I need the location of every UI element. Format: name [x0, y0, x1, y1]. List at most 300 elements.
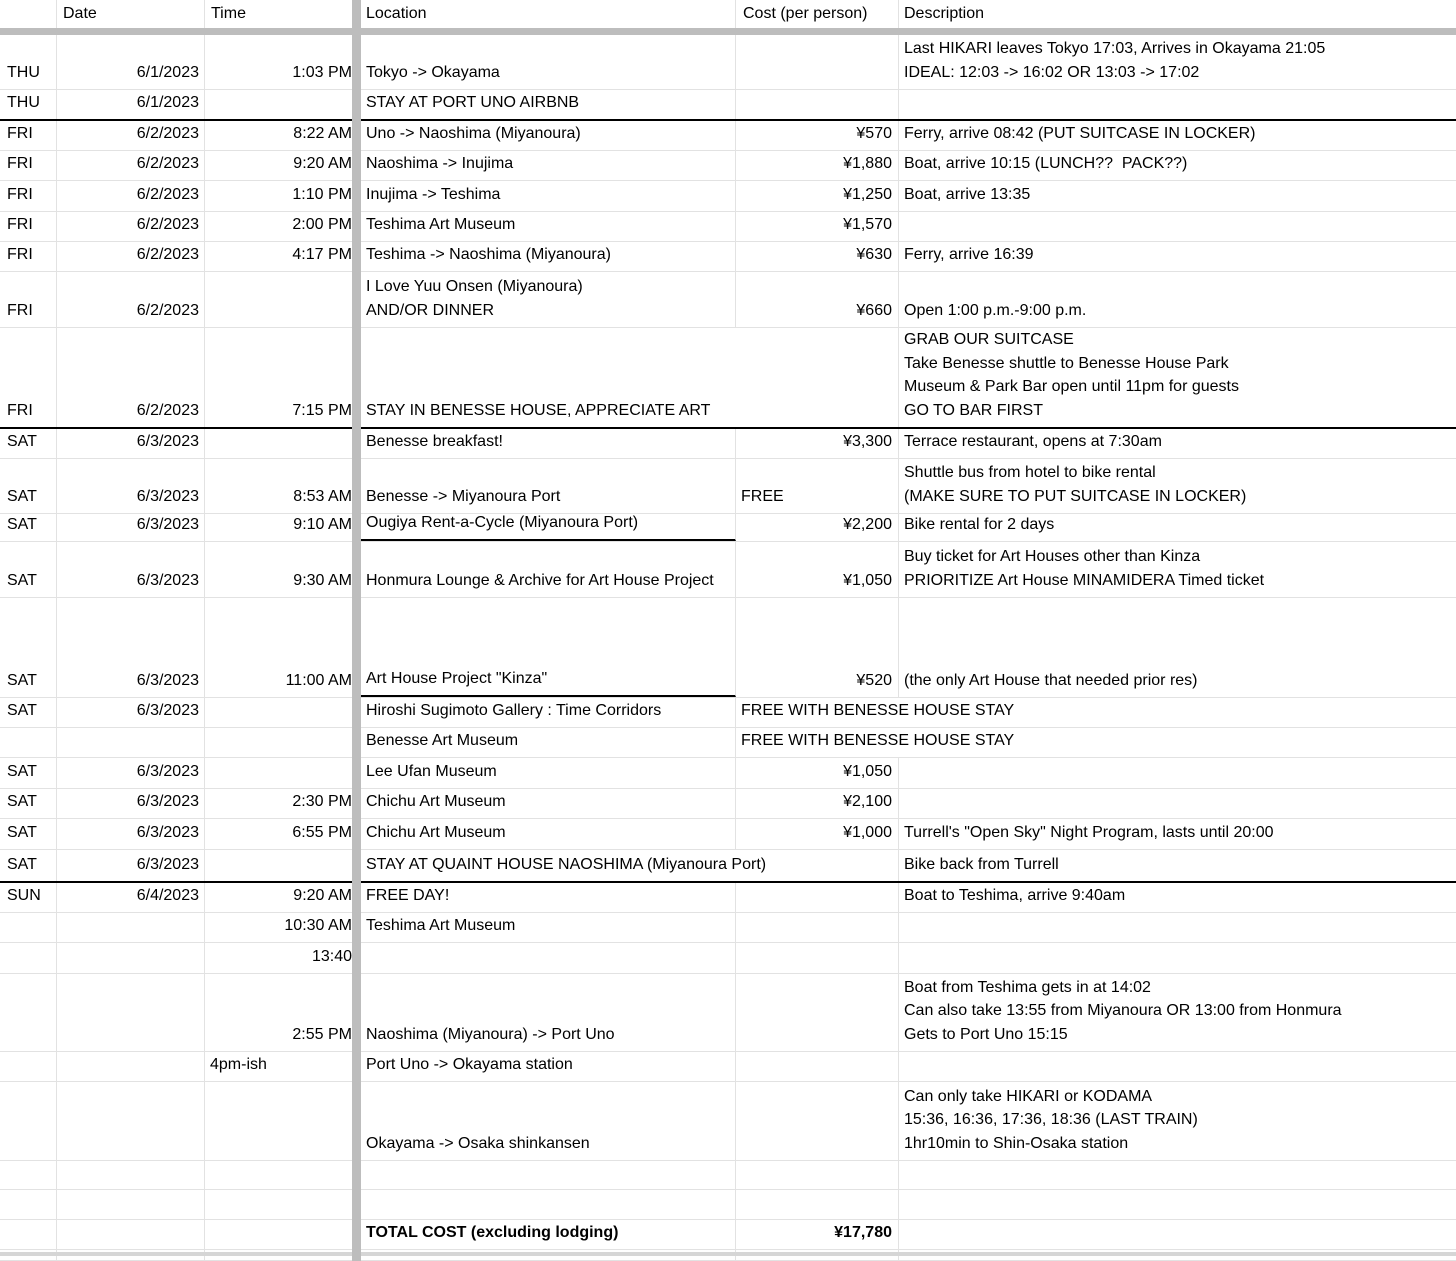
- cell-day-text: THU: [7, 63, 40, 81]
- cell-location[interactable]: [361, 121, 736, 150]
- cell-description[interactable]: [899, 1052, 1456, 1081]
- table-row: [0, 1220, 1456, 1250]
- cell-cost[interactable]: [736, 974, 899, 1051]
- cell-time-text: 9:20 AM: [293, 886, 352, 904]
- cell-day[interactable]: [0, 819, 57, 849]
- cell-cost[interactable]: [736, 328, 899, 427]
- cell-cost-text: ¥1,570: [843, 215, 892, 233]
- cell-time-text: 1:03 PM: [292, 63, 352, 81]
- cell-description[interactable]: [899, 728, 1456, 757]
- cell-description-text: Museum & Park Bar open until 11pm for guests: [904, 378, 1239, 395]
- cell-date[interactable]: [57, 943, 205, 973]
- cell-date[interactable]: [57, 913, 205, 942]
- cell-time[interactable]: [205, 728, 361, 757]
- cell-description[interactable]: [899, 974, 1456, 1051]
- cell-day[interactable]: [0, 1161, 57, 1189]
- bottom-row-divider: [0, 1252, 1456, 1256]
- cell-date[interactable]: [57, 514, 205, 541]
- cell-description[interactable]: [899, 328, 1456, 427]
- cell-location[interactable]: [361, 789, 736, 818]
- cell-location-text: FREE DAY!: [366, 886, 450, 904]
- cell-description[interactable]: [899, 1161, 1456, 1189]
- cell-date[interactable]: [57, 698, 205, 727]
- cell-time[interactable]: [205, 35, 361, 89]
- cell-cost[interactable]: [736, 698, 1015, 727]
- header-description[interactable]: Description: [904, 4, 985, 22]
- cell-description-text: Shuttle bus from hotel to bike rental: [904, 464, 1156, 481]
- cell-time-text: 9:20 AM: [293, 154, 352, 172]
- cell-location-text: STAY IN BENESSE HOUSE, APPRECIATE ART: [366, 401, 711, 419]
- table-row: [0, 212, 1456, 242]
- cell-day[interactable]: [0, 850, 57, 881]
- cell-date-text: 6/2/2023: [136, 185, 199, 203]
- cell-description[interactable]: [899, 151, 1456, 180]
- frozen-column-divider[interactable]: [352, 0, 361, 1261]
- cell-time-text: 6:55 PM: [292, 823, 352, 841]
- cell-date[interactable]: [57, 758, 205, 788]
- cell-day[interactable]: [0, 212, 57, 241]
- cell-day[interactable]: [0, 242, 57, 271]
- cell-location[interactable]: [361, 698, 736, 727]
- cell-description-text: Boat, arrive 13:35: [904, 185, 1031, 203]
- cell-cost-text: ¥660: [856, 301, 892, 319]
- cell-date[interactable]: [57, 728, 205, 757]
- table-row: [0, 913, 1456, 943]
- cell-day-text: SAT: [7, 855, 37, 873]
- cell-date[interactable]: [57, 429, 205, 458]
- cell-description-text: Buy ticket for Art Houses other than Kinza: [904, 548, 1201, 565]
- cell-day[interactable]: [0, 181, 57, 211]
- cell-location[interactable]: [361, 542, 736, 597]
- cell-description-text: GRAB OUR SUITCASE: [904, 331, 1074, 348]
- cell-cost[interactable]: [736, 151, 899, 180]
- cell-description[interactable]: [899, 272, 1456, 327]
- cell-location[interactable]: [361, 90, 736, 119]
- table-row: [0, 758, 1456, 789]
- cell-date-text: 6/2/2023: [136, 124, 199, 142]
- cell-location[interactable]: [361, 459, 736, 513]
- cell-date[interactable]: [57, 328, 205, 427]
- cell-cost-text: ¥2,100: [843, 792, 892, 810]
- cell-date[interactable]: [57, 883, 205, 912]
- cell-description-text: Open 1:00 p.m.-9:00 p.m.: [904, 301, 1087, 319]
- cell-description-text: Bike back from Turrell: [904, 855, 1059, 873]
- cell-location[interactable]: [361, 242, 736, 271]
- cell-date-text: 6/2/2023: [136, 401, 199, 419]
- cell-date[interactable]: [57, 789, 205, 818]
- cell-date-text: 6/3/2023: [136, 571, 199, 589]
- cell-day-text: SAT: [7, 515, 37, 533]
- cell-time[interactable]: [205, 459, 361, 513]
- cell-time[interactable]: [205, 242, 361, 271]
- table-row: [0, 459, 1456, 514]
- cell-cost[interactable]: [736, 883, 899, 912]
- cell-location-text: Hiroshi Sugimoto Gallery : Time Corridors: [366, 701, 662, 719]
- cell-location[interactable]: [361, 429, 736, 458]
- cell-day[interactable]: [0, 151, 57, 180]
- table-row: [0, 598, 1456, 698]
- cell-time[interactable]: [205, 514, 361, 541]
- cell-description[interactable]: [899, 789, 1456, 818]
- table-row: [0, 883, 1456, 913]
- cell-day[interactable]: [0, 698, 57, 727]
- cell-time-text: 2:00 PM: [292, 215, 352, 233]
- cell-date[interactable]: [57, 1161, 205, 1189]
- cell-day[interactable]: [0, 1082, 57, 1160]
- cell-location[interactable]: [361, 181, 736, 211]
- cell-day[interactable]: [0, 429, 57, 458]
- cell-cost-text: FREE: [741, 487, 784, 505]
- cell-day-text: FRI: [7, 124, 33, 142]
- cell-location[interactable]: [361, 728, 736, 757]
- cell-description-text: Ferry, arrive 16:39: [904, 245, 1034, 263]
- cell-time-text: 8:53 AM: [293, 487, 352, 505]
- cell-location-text: Port Uno -> Okayama station: [366, 1055, 573, 1073]
- cell-cost-text: ¥1,050: [843, 762, 892, 780]
- header-day[interactable]: [0, 0, 57, 28]
- cell-cost-text: ¥1,050: [843, 571, 892, 589]
- cell-cost[interactable]: [736, 850, 899, 881]
- cell-time[interactable]: [205, 943, 361, 973]
- cell-day-text: SAT: [7, 671, 37, 689]
- cell-location-text: Tokyo -> Okayama: [366, 63, 500, 81]
- cell-day-text: THU: [7, 93, 40, 111]
- cell-description[interactable]: [899, 1190, 1456, 1219]
- cell-day[interactable]: [0, 542, 57, 597]
- cell-location[interactable]: [361, 883, 736, 912]
- cell-location[interactable]: [361, 1082, 736, 1160]
- cell-location-text: Teshima Art Museum: [366, 916, 516, 934]
- cell-cost[interactable]: [736, 1052, 899, 1081]
- cell-description-text: (the only Art House that needed prior res): [904, 671, 1198, 689]
- cell-description-text: Boat to Teshima, arrive 9:40am: [904, 886, 1126, 904]
- cell-date[interactable]: [57, 598, 205, 697]
- cell-time[interactable]: [205, 1052, 361, 1081]
- table-row: [0, 429, 1456, 459]
- cell-day[interactable]: [0, 913, 57, 942]
- cell-description[interactable]: [899, 913, 1456, 942]
- cell-cost[interactable]: [736, 272, 899, 327]
- table-row: [0, 698, 1456, 728]
- cell-description[interactable]: [899, 850, 1456, 881]
- cell-location-text: Teshima -> Naoshima (Miyanoura): [366, 245, 611, 263]
- cell-time[interactable]: [205, 151, 361, 180]
- cell-description[interactable]: [899, 242, 1456, 271]
- cell-day-text: SAT: [7, 571, 37, 589]
- cell-time[interactable]: [205, 974, 361, 1051]
- cell-description[interactable]: [899, 181, 1456, 211]
- cell-description-text: Boat from Teshima gets in at 14:02: [904, 978, 1151, 996]
- cell-time[interactable]: [205, 789, 361, 818]
- cell-time-text: 4pm-ish: [210, 1055, 267, 1073]
- table-row: [0, 542, 1456, 598]
- cell-cost[interactable]: [736, 789, 899, 818]
- cell-date-text: 6/3/2023: [136, 432, 199, 450]
- cell-cost[interactable]: [736, 121, 899, 150]
- cell-location[interactable]: [361, 758, 736, 788]
- cell-time[interactable]: [205, 819, 361, 849]
- cell-date[interactable]: [57, 819, 205, 849]
- header-cost[interactable]: Cost (per person): [736, 0, 899, 28]
- cell-day[interactable]: [0, 758, 57, 788]
- cell-cost-text: ¥2,200: [843, 515, 892, 533]
- cell-cost[interactable]: [736, 181, 899, 211]
- table-row: [0, 121, 1456, 151]
- cell-description[interactable]: [899, 819, 1456, 849]
- cell-time[interactable]: [205, 272, 361, 327]
- cell-location-text: Inujima -> Teshima: [366, 185, 501, 203]
- cell-cost[interactable]: [736, 1161, 899, 1189]
- cell-location[interactable]: [361, 1052, 736, 1081]
- cell-date[interactable]: [57, 90, 205, 119]
- cell-time-text: 11:00 AM: [285, 671, 352, 689]
- table-row: [0, 272, 1456, 328]
- cell-location-text: Benesse -> Miyanoura Port: [366, 487, 561, 505]
- cell-date-text: 6/3/2023: [136, 762, 199, 780]
- cell-time-text: 2:55 PM: [292, 1025, 352, 1043]
- cell-location[interactable]: [361, 1220, 736, 1249]
- cell-time-text: 8:22 AM: [293, 124, 352, 142]
- cell-day[interactable]: [0, 1220, 57, 1249]
- table-row: [0, 974, 1456, 1052]
- cell-day[interactable]: [0, 974, 57, 1051]
- cell-date[interactable]: [57, 1220, 205, 1249]
- cell-date-text: 6/2/2023: [136, 215, 199, 233]
- cell-day[interactable]: [0, 728, 57, 757]
- cell-time[interactable]: [205, 758, 361, 788]
- cell-location[interactable]: [361, 943, 736, 973]
- cell-time[interactable]: [205, 850, 361, 881]
- cell-cost-text: ¥630: [856, 245, 892, 263]
- cell-cost-text: ¥1,880: [843, 154, 892, 172]
- cell-day-text: SAT: [7, 792, 37, 810]
- cell-location-text: STAY AT PORT UNO AIRBNB: [366, 93, 580, 111]
- cell-time[interactable]: [205, 1190, 361, 1219]
- cell-description[interactable]: [899, 459, 1456, 513]
- cell-time-text: 2:30 PM: [292, 792, 352, 810]
- cell-location[interactable]: [361, 328, 736, 427]
- cell-date[interactable]: [57, 242, 205, 271]
- cell-time[interactable]: [205, 698, 361, 727]
- cell-day-text: SAT: [7, 701, 37, 719]
- cell-cost[interactable]: [736, 598, 899, 697]
- cell-day[interactable]: [0, 598, 57, 697]
- column-header-row: [0, 0, 1456, 28]
- cell-cost[interactable]: [736, 514, 899, 541]
- cell-location[interactable]: [361, 913, 736, 942]
- cell-day-text: SAT: [7, 823, 37, 841]
- cell-day[interactable]: [0, 459, 57, 513]
- cell-location-text: Benesse breakfast!: [366, 432, 503, 450]
- cell-location-text: Honmura Lounge & Archive for Art House Project: [366, 571, 714, 589]
- cell-description[interactable]: [899, 1220, 1456, 1249]
- header-time[interactable]: Time: [211, 4, 246, 22]
- cell-description[interactable]: [899, 514, 1456, 541]
- cell-cost[interactable]: [736, 35, 899, 89]
- cell-day-text: FRI: [7, 401, 33, 419]
- cell-time[interactable]: [205, 883, 361, 912]
- cell-day[interactable]: [0, 272, 57, 327]
- cell-location-text: Art House Project "Kinza": [366, 669, 548, 687]
- cell-description-text: Can only take HIKARI or KODAMA: [904, 1087, 1153, 1105]
- cell-cost[interactable]: [736, 728, 1015, 757]
- cell-description[interactable]: [899, 90, 1456, 119]
- header-date[interactable]: Date: [57, 0, 205, 28]
- cell-description-text: Gets to Port Uno 15:15: [904, 1025, 1068, 1043]
- cell-location-text: Lee Ufan Museum: [366, 762, 497, 780]
- cell-date[interactable]: [57, 850, 205, 881]
- cell-time[interactable]: [205, 429, 361, 458]
- cell-day[interactable]: [0, 514, 57, 541]
- header-location[interactable]: Location: [361, 0, 736, 28]
- cell-location[interactable]: [361, 514, 736, 541]
- cell-time-text: 1:10 PM: [292, 185, 352, 203]
- table-body: [0, 35, 1456, 1261]
- cell-time[interactable]: [205, 1161, 361, 1189]
- cell-location-text: STAY AT QUAINT HOUSE NAOSHIMA (Miyanoura Port): [366, 855, 767, 873]
- cell-day[interactable]: [0, 1190, 57, 1219]
- cell-day-text: FRI: [7, 301, 33, 319]
- cell-cost-text: ¥17,780: [834, 1223, 892, 1241]
- cell-time[interactable]: [205, 121, 361, 150]
- cell-time[interactable]: [205, 328, 361, 427]
- cell-date[interactable]: [57, 212, 205, 241]
- cell-date-text: 6/3/2023: [136, 792, 199, 810]
- cell-time[interactable]: [205, 598, 361, 697]
- cell-cost[interactable]: [736, 943, 899, 973]
- cell-cost[interactable]: [736, 1220, 899, 1249]
- cell-time-text: 13:40: [311, 947, 352, 965]
- cell-cost[interactable]: [736, 913, 899, 942]
- cell-cost[interactable]: [736, 819, 899, 849]
- cell-date-text: 6/3/2023: [136, 823, 199, 841]
- cell-cost[interactable]: [736, 90, 899, 119]
- cell-location[interactable]: [361, 850, 767, 881]
- cell-description[interactable]: [899, 429, 1456, 458]
- cell-description[interactable]: [899, 698, 1456, 727]
- cell-description[interactable]: [899, 35, 1456, 89]
- cell-location-text: Ougiya Rent-a-Cycle (Miyanoura Port): [366, 513, 639, 531]
- cell-time-text: 10:30 AM: [284, 916, 352, 934]
- cell-date-text: 6/2/2023: [136, 154, 199, 172]
- cell-location-text: Chichu Art Museum: [366, 792, 506, 810]
- table-row: [0, 1082, 1456, 1161]
- cell-date[interactable]: [57, 542, 205, 597]
- cell-cost[interactable]: [736, 1190, 899, 1219]
- cell-time[interactable]: [205, 913, 361, 942]
- cell-day-text: SAT: [7, 432, 37, 450]
- cell-location-text: I Love Yuu Onsen (Miyanoura): [366, 278, 583, 295]
- cell-description[interactable]: [899, 758, 1456, 788]
- cell-time[interactable]: [205, 181, 361, 211]
- cell-time[interactable]: [205, 1220, 361, 1249]
- cell-time-text: 9:10 AM: [293, 515, 352, 533]
- cell-day-text: FRI: [7, 185, 33, 203]
- cell-description[interactable]: [899, 883, 1456, 912]
- cell-date-text: 6/2/2023: [136, 301, 199, 319]
- cell-time[interactable]: [205, 1082, 361, 1160]
- cell-description-text: 1hr10min to Shin-Osaka station: [904, 1134, 1129, 1152]
- cell-cost[interactable]: [736, 542, 899, 597]
- cell-day[interactable]: [0, 943, 57, 973]
- cell-date-text: 6/1/2023: [136, 93, 199, 111]
- cell-cost-text: ¥3,300: [843, 432, 892, 450]
- table-row: [0, 35, 1456, 90]
- cell-day[interactable]: [0, 328, 57, 427]
- cell-description[interactable]: [899, 121, 1456, 150]
- cell-cost-text: FREE WITH BENESSE HOUSE STAY: [741, 701, 1015, 719]
- cell-cost[interactable]: [736, 459, 899, 513]
- cell-date[interactable]: [57, 35, 205, 89]
- cell-description-text: 15:36, 16:36, 17:36, 18:36 (LAST TRAIN): [904, 1111, 1198, 1128]
- cell-date[interactable]: [57, 181, 205, 211]
- cell-description-text: Terrace restaurant, opens at 7:30am: [904, 432, 1162, 450]
- cell-cost-text: ¥1,000: [843, 823, 892, 841]
- cell-day[interactable]: [0, 90, 57, 119]
- cell-location-text: Uno -> Naoshima (Miyanoura): [366, 124, 581, 142]
- table-row: [0, 819, 1456, 850]
- cell-date[interactable]: [57, 459, 205, 513]
- cell-day-text: SAT: [7, 762, 37, 780]
- cell-location-text: AND/OR DINNER: [366, 301, 495, 319]
- cell-description[interactable]: [899, 212, 1456, 241]
- cell-date[interactable]: [57, 974, 205, 1051]
- cell-time[interactable]: [205, 212, 361, 241]
- cell-day[interactable]: [0, 35, 57, 89]
- cell-location[interactable]: [361, 212, 736, 241]
- cell-cost[interactable]: [736, 212, 899, 241]
- frozen-row-divider: [0, 28, 1456, 35]
- cell-location[interactable]: [361, 272, 736, 327]
- cell-location[interactable]: [361, 819, 736, 849]
- table-row: [0, 151, 1456, 181]
- cell-location[interactable]: [361, 598, 736, 697]
- cell-date[interactable]: [57, 1052, 205, 1081]
- cell-location[interactable]: [361, 35, 736, 89]
- cell-location[interactable]: [361, 1161, 736, 1189]
- cell-description[interactable]: [899, 943, 1456, 973]
- cell-day[interactable]: [0, 883, 57, 912]
- cell-day[interactable]: [0, 789, 57, 818]
- cell-day-text: FRI: [7, 215, 33, 233]
- table-row: [0, 1052, 1456, 1082]
- cell-date[interactable]: [57, 121, 205, 150]
- cell-date-text: 6/3/2023: [136, 515, 199, 533]
- cell-location[interactable]: [361, 974, 736, 1051]
- cell-day[interactable]: [0, 1052, 57, 1081]
- cell-cost[interactable]: [736, 242, 899, 271]
- cell-cost[interactable]: [736, 1082, 899, 1160]
- cell-date[interactable]: [57, 1190, 205, 1219]
- cell-cost[interactable]: [736, 758, 899, 788]
- cell-description-text: Turrell's "Open Sky" Night Program, lasts until 20:00: [904, 823, 1274, 841]
- cell-description[interactable]: [899, 542, 1456, 597]
- cell-time[interactable]: [205, 542, 361, 597]
- cell-date-text: 6/3/2023: [136, 855, 199, 873]
- cell-description[interactable]: [899, 598, 1456, 697]
- cell-date[interactable]: [57, 1082, 205, 1160]
- cell-description[interactable]: [899, 1082, 1456, 1160]
- cell-day[interactable]: [0, 121, 57, 150]
- cell-cost[interactable]: [736, 429, 899, 458]
- table-row: [0, 789, 1456, 819]
- cell-date[interactable]: [57, 272, 205, 327]
- cell-location[interactable]: [361, 1190, 736, 1219]
- cell-location[interactable]: [361, 151, 736, 180]
- cell-time[interactable]: [205, 90, 361, 119]
- cell-time-text: 9:30 AM: [293, 571, 352, 589]
- cell-date[interactable]: [57, 151, 205, 180]
